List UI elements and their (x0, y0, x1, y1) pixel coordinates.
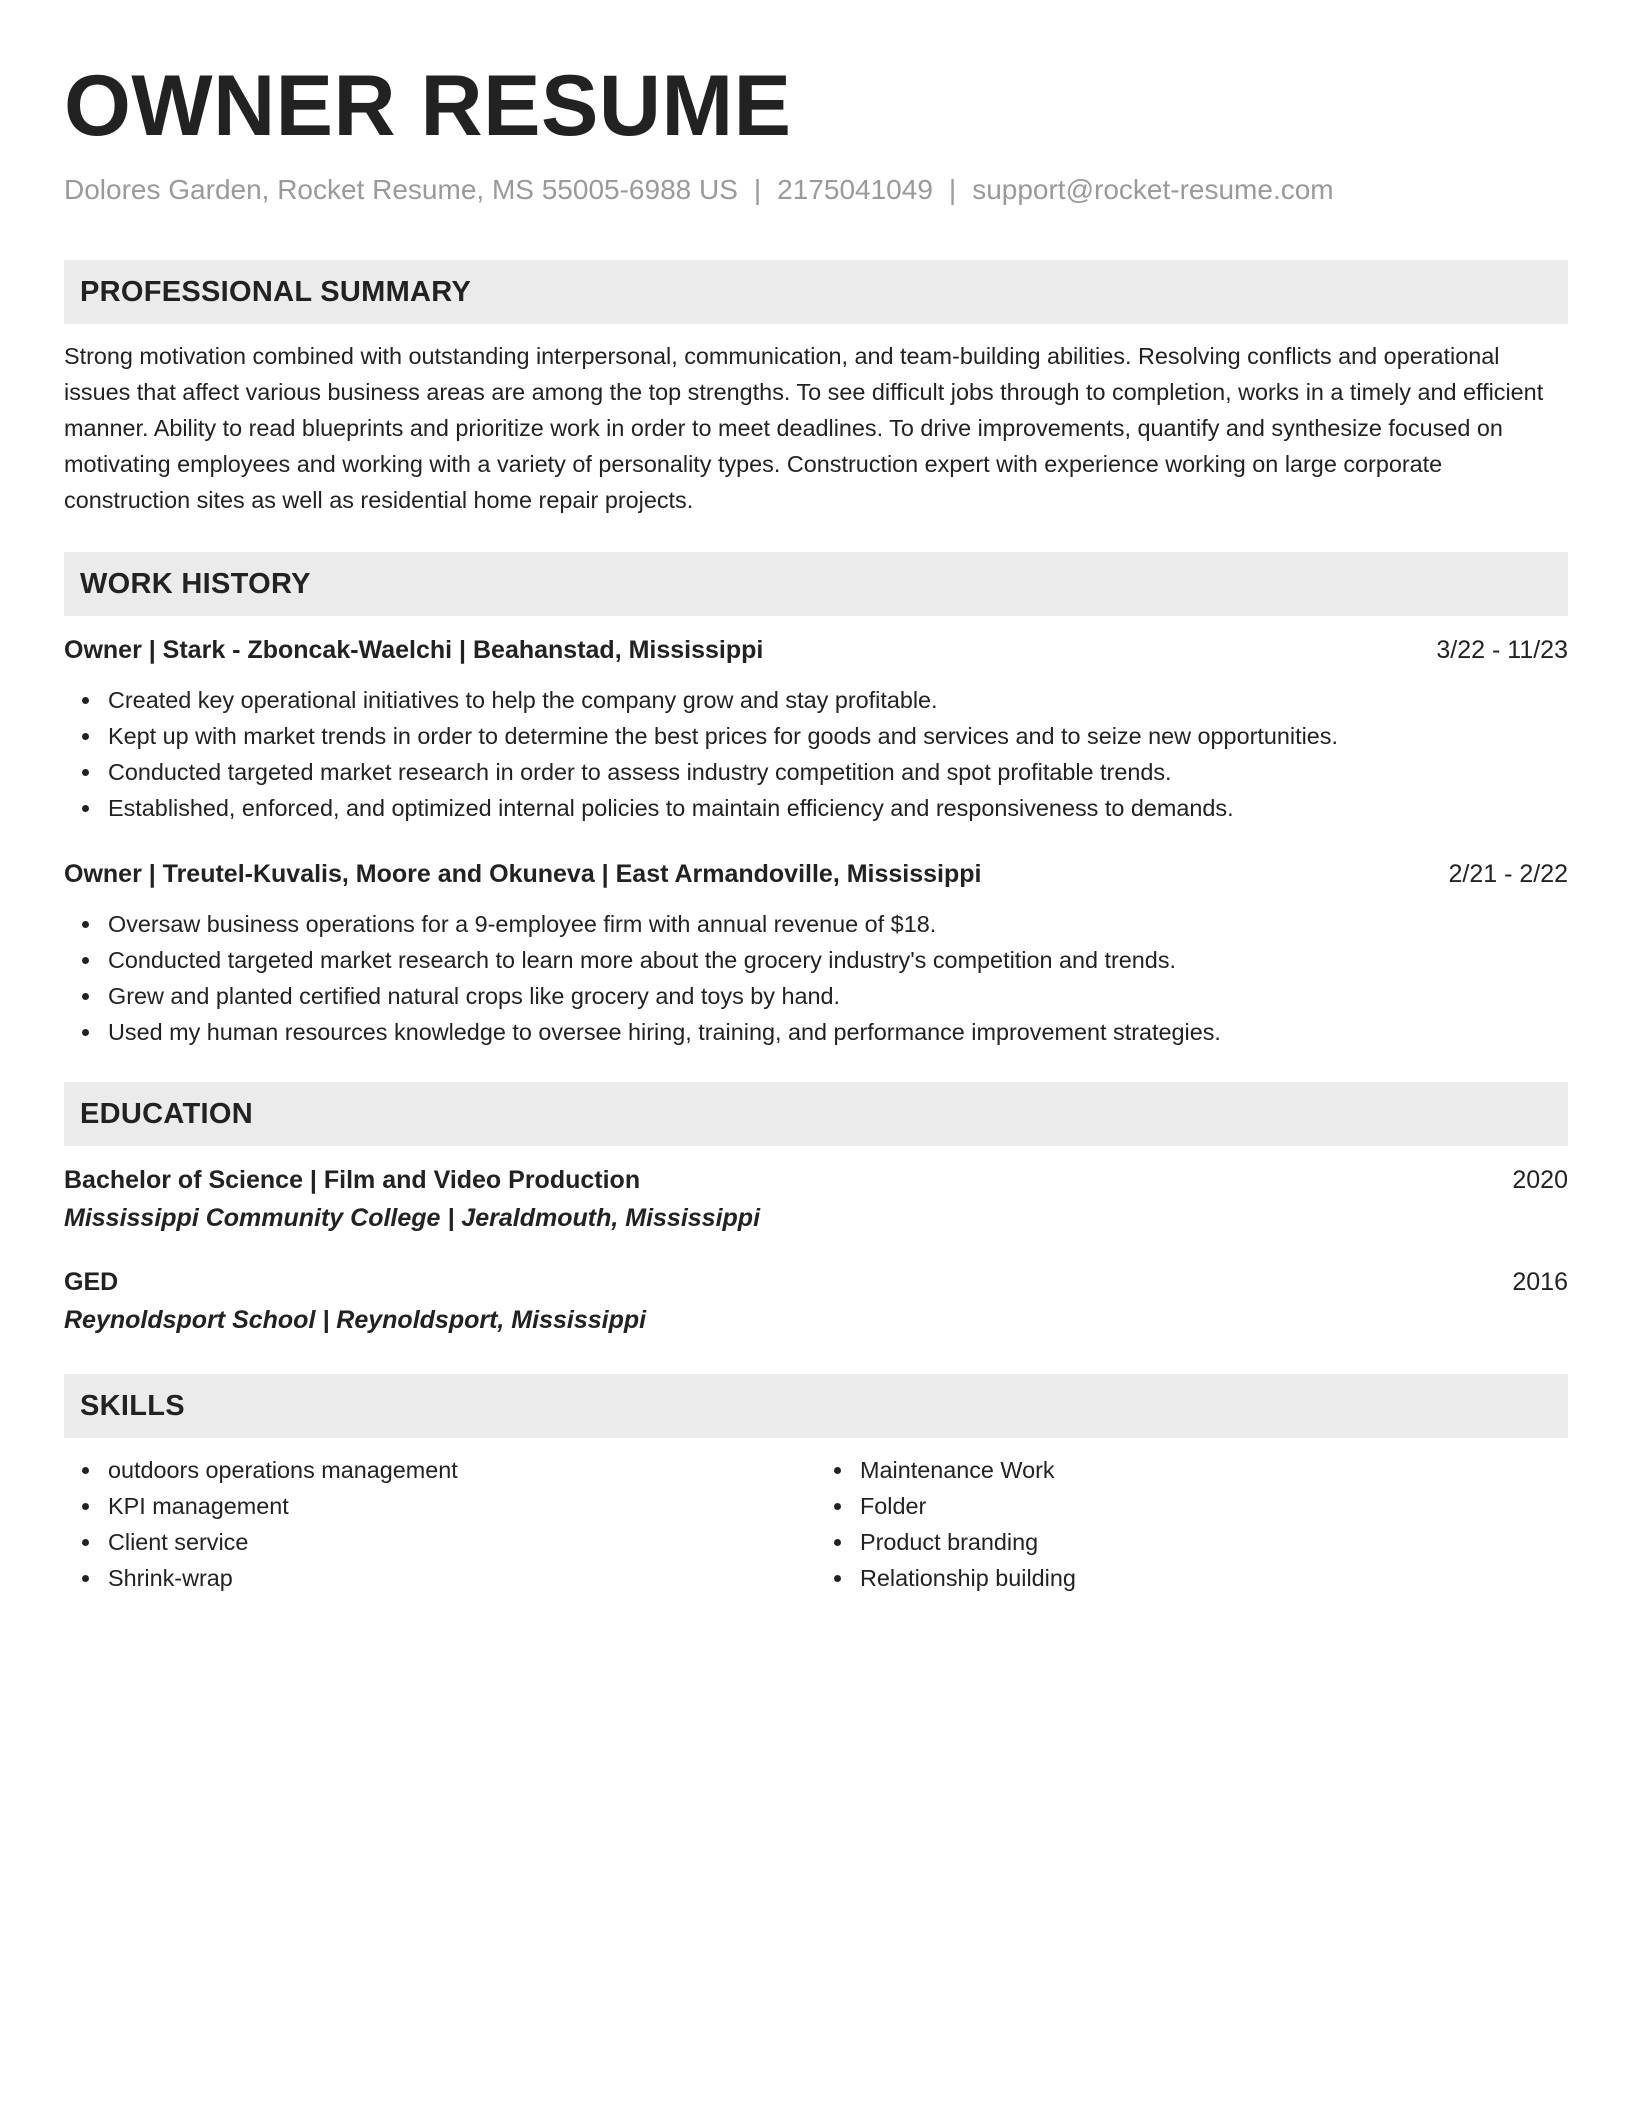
contact-address: Dolores Garden, Rocket Resume, MS 55005-6988 US (64, 174, 738, 205)
education-entry (64, 1162, 1568, 1238)
education-header (64, 1162, 1568, 1198)
contact-separator: | (753, 174, 762, 205)
skill-item: Relationship building (860, 1560, 1568, 1596)
job-dates: 2/21 - 2/22 (1448, 860, 1568, 888)
skill-item: Folder (860, 1488, 1568, 1524)
resume-title: OWNER RESUME (64, 58, 792, 154)
education-year: 2020 (1512, 1166, 1568, 1194)
job-bullet: Established, enforced, and optimized internal policies to maintain efficiency and responsiveness to demands. (108, 790, 1568, 826)
job-bullet: Conducted targeted market research in order to assess industry competition and spot profitable trends. (108, 754, 1568, 790)
education-entry (64, 1264, 1568, 1340)
job-bullet: Oversaw business operations for a 9-employee firm with annual revenue of $18. (108, 906, 1568, 942)
education-header (64, 1264, 1568, 1300)
education-school: Mississippi Community College | Jeraldmouth, Mississippi (64, 1204, 761, 1232)
summary-text: Strong motivation combined with outstanding interpersonal, communication, and team-building abilities. Resolving conflicts and operational issues that affect various business areas are among the top strengths. To see difficult jobs through to completion, works in a timely and efficient manner. Ability to read blueprints and prioritize work in order to meet deadlines. To drive improvements, quantify and synthesize focused on motivating employees and working with a variety of personality types. Construction expert with experience working on large corporate construction sites as well as residential home repair projects. (64, 343, 1544, 513)
job-bullet: Kept up with market trends in order to determine the best prices for goods and services and to seize new opportunities. (108, 718, 1568, 754)
skill-item: Product branding (860, 1524, 1568, 1560)
education-degree: GED (64, 1268, 119, 1296)
job-header (64, 856, 1568, 892)
education-degree: Bachelor of Science | Film and Video Production (64, 1166, 641, 1194)
job-bullet: Used my human resources knowledge to oversee hiring, training, and performance improvement strategies. (108, 1014, 1568, 1050)
section-header-work-history: WORK HISTORY (64, 552, 1568, 616)
skill-item: Shrink-wrap (108, 1560, 816, 1596)
skill-item: Maintenance Work (860, 1452, 1568, 1488)
skills-column-right (816, 1452, 1568, 1596)
job-bullets (64, 682, 1568, 826)
skill-item: KPI management (108, 1488, 816, 1524)
job-bullets (64, 906, 1568, 1050)
section-header-skills: SKILLS (64, 1374, 1568, 1438)
section-header-summary: PROFESSIONAL SUMMARY (64, 260, 1568, 324)
job-entry (64, 856, 1568, 1050)
contact-separator: | (948, 174, 957, 205)
contact-email[interactable]: support@rocket-resume.com (972, 174, 1334, 205)
skills-bullets (816, 1452, 1568, 1596)
job-entry (64, 632, 1568, 826)
job-header (64, 632, 1568, 668)
education-year: 2016 (1512, 1268, 1568, 1296)
section-header-education: EDUCATION (64, 1082, 1568, 1146)
skill-item: Client service (108, 1524, 816, 1560)
skills-column-left (64, 1452, 816, 1596)
education-school: Reynoldsport School | Reynoldsport, Mississippi (64, 1306, 647, 1334)
job-title: Owner | Treutel-Kuvalis, Moore and Okuneva | East Armandoville, Mississippi (64, 860, 982, 888)
skills-bullets (64, 1452, 816, 1596)
skill-item: outdoors operations management (108, 1452, 816, 1488)
job-dates: 3/22 - 11/23 (1436, 636, 1568, 664)
job-bullet: Grew and planted certified natural crops like grocery and toys by hand. (108, 978, 1568, 1014)
job-title: Owner | Stark - Zboncak-Waelchi | Beahanstad, Mississippi (64, 636, 764, 664)
contact-phone: 2175041049 (777, 174, 933, 205)
job-bullet: Conducted targeted market research to learn more about the grocery industry's competition and trends. (108, 942, 1568, 978)
skills-list (64, 1452, 1568, 1596)
contact-line (64, 172, 1568, 208)
job-bullet: Created key operational initiatives to help the company grow and stay profitable. (108, 682, 1568, 718)
